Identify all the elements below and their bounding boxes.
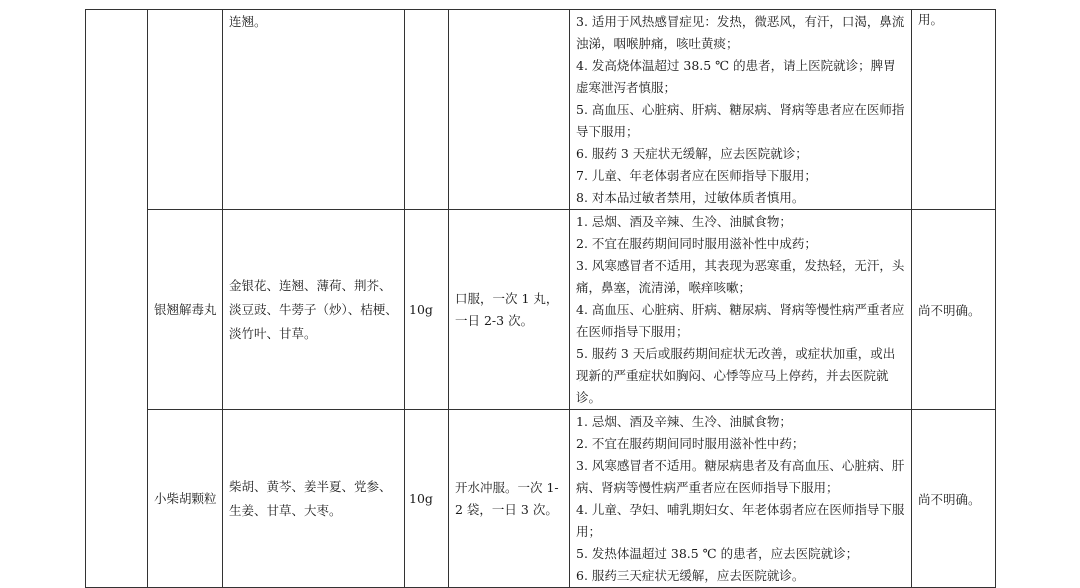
note-line: 8. 对本品过敏者禁用，过敏体质者慎用。 [576,190,805,205]
effect-cell: 用。 [912,10,996,210]
note-line: 3. 适用于风热感冒症见：发热，微恶风，有汗，口渴，鼻流浊涕，咽喉肿痛，咳吐黄痰； [576,14,905,51]
note-line: 1. 忌烟、酒及辛辣、生冷、油腻食物； [576,214,792,229]
table-row [86,210,996,410]
effect-cell: 尚不明确。 [912,410,996,588]
drug-name-cell: 小柴胡颗粒 [148,410,223,588]
usage-cell [449,10,570,210]
note-line: 5. 高血压、心脏病、肝病、糖尿病、肾病等患者应在医师指导下服用； [576,102,905,139]
note-line: 5. 发热体温超过 38.5 ℃ 的患者，应去医院就诊； [576,546,859,561]
ingredients-cell: 柴胡、黄芩、姜半夏、党参、生姜、甘草、大枣。 [223,410,405,588]
category-cell [86,10,148,588]
note-line: 4. 高血压、心脏病、肝病、糖尿病、肾病等慢性病严重者应在医师指导下服用； [576,302,905,339]
table-row [86,10,996,210]
table-row [86,410,996,588]
dose-cell: 10g [405,210,449,410]
note-line: 5. 服药 3 天后或服药期间症状无改善，或症状加重，或出现新的严重症状如胸闷、心悸等应马上停药，并去医院就诊。 [576,346,896,405]
note-line: 4. 儿童、孕妇、哺乳期妇女、年老体弱者应在医师指导下服用； [576,502,905,539]
ingredients-cell: 连翘。 [223,10,405,210]
note-line: 2. 不宜在服药期间同时服用滋补性中药； [576,436,805,451]
notes-cell [570,410,912,588]
note-line: 2. 不宜在服药期间同时服用滋补性中成药； [576,236,817,251]
drug-name-cell: 银翘解毒丸 [148,210,223,410]
dose-cell: 10g [405,410,449,588]
note-line: 6. 服药三天症状无缓解，应去医院就诊。 [576,568,805,583]
note-line: 7. 儿童、年老体弱者应在医师指导下服用； [576,168,817,183]
notes-cell [570,210,912,410]
note-line: 6. 服药 3 天症状无缓解，应去医院就诊； [576,146,808,161]
notes-cell [570,10,912,210]
effect-cell: 尚不明确。 [912,210,996,410]
ingredients-cell: 金银花、连翘、薄荷、荆芥、淡豆豉、牛蒡子（炒）、桔梗、淡竹叶、甘草。 [223,210,405,410]
drug-name-cell [148,10,223,210]
note-line: 1. 忌烟、酒及辛辣、生冷、油腻食物； [576,414,792,429]
usage-cell: 开水冲服。一次 1-2 袋，一日 3 次。 [449,410,570,588]
drug-table [85,9,996,588]
note-line: 3. 风寒感冒者不适用。糖尿病患者及有高血压、心脏病、肝病、肾病等慢性病严重者应在医师指导下服用； [576,458,905,495]
note-line: 4. 发高烧体温超过 38.5 ℃ 的患者，请上医院就诊；脾胃虚寒泄泻者慎服； [576,58,896,95]
dose-cell [405,10,449,210]
usage-cell: 口服，一次 1 丸，一日 2-3 次。 [449,210,570,410]
note-line: 3. 风寒感冒者不适用，其表现为恶寒重，发热轻，无汗，头痛，鼻塞，流清涕，喉痒咳嗽； [576,258,905,295]
